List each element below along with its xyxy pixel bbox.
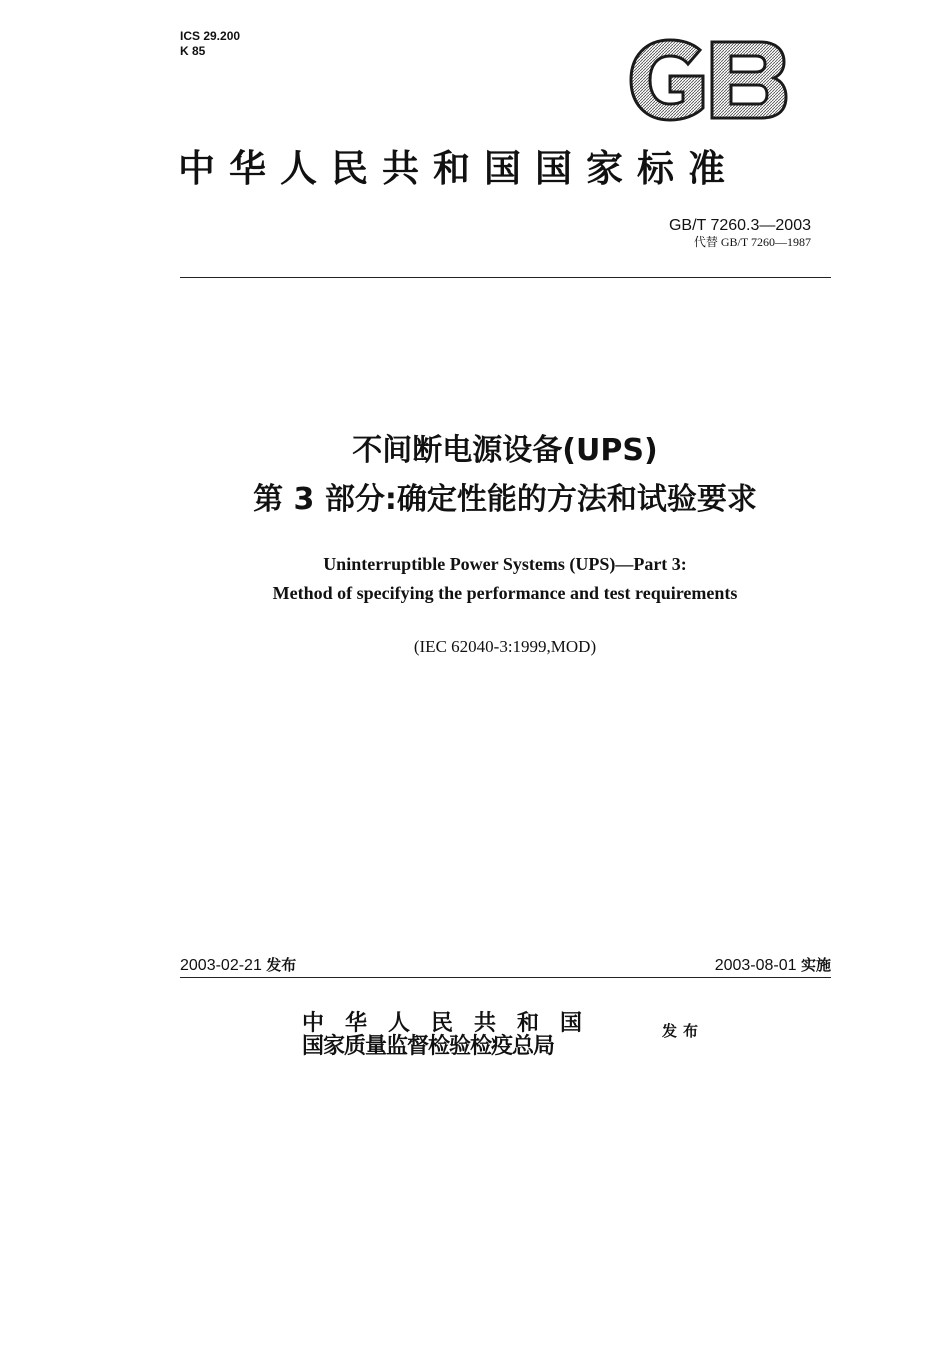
publish-label: 发布	[662, 1022, 705, 1040]
issuer-line-1: 中华人民共和国	[302, 1010, 604, 1036]
issue-label: 发布	[266, 956, 297, 974]
classification-codes	[180, 29, 240, 59]
ccs-code: K 85	[180, 44, 206, 58]
country-standard-title: 中华人民共和国国家标准	[178, 146, 739, 190]
logo-letter-g	[631, 40, 703, 120]
issue-date-value: 2003-02-21	[180, 957, 262, 974]
iec-adoption: (IEC 62040-3:1999,MOD)	[413, 637, 597, 656]
english-title-line-1: Uninterruptible Power Systems (UPS)—Part 3:	[323, 554, 687, 574]
english-title-line-2: Method of specifying the performance and test requirements	[272, 583, 738, 603]
ics-code: ICS 29.200	[180, 29, 241, 43]
chinese-title-line-2: 第 3 部分:确定性能的方法和试验要求	[253, 482, 757, 517]
issuer-line-2: 国家质量监督检验检疫总局	[302, 1033, 555, 1059]
implement-label: 实施	[800, 956, 831, 974]
chinese-title-line-1: 不间断电源设备(UPS)	[352, 433, 658, 468]
replaces-standard: 代替 GB/T 7260—1987	[693, 235, 811, 249]
footer-divider	[180, 977, 831, 978]
header-divider	[180, 277, 831, 278]
logo-letter-b	[712, 42, 786, 118]
standard-number	[669, 216, 811, 235]
implement-date-value: 2003-08-01	[714, 957, 797, 974]
standard-number-text: GB/T 7260.3—2003	[668, 217, 811, 234]
gb-logo	[628, 38, 788, 122]
issue-date	[180, 955, 296, 976]
implement-date	[715, 955, 831, 976]
